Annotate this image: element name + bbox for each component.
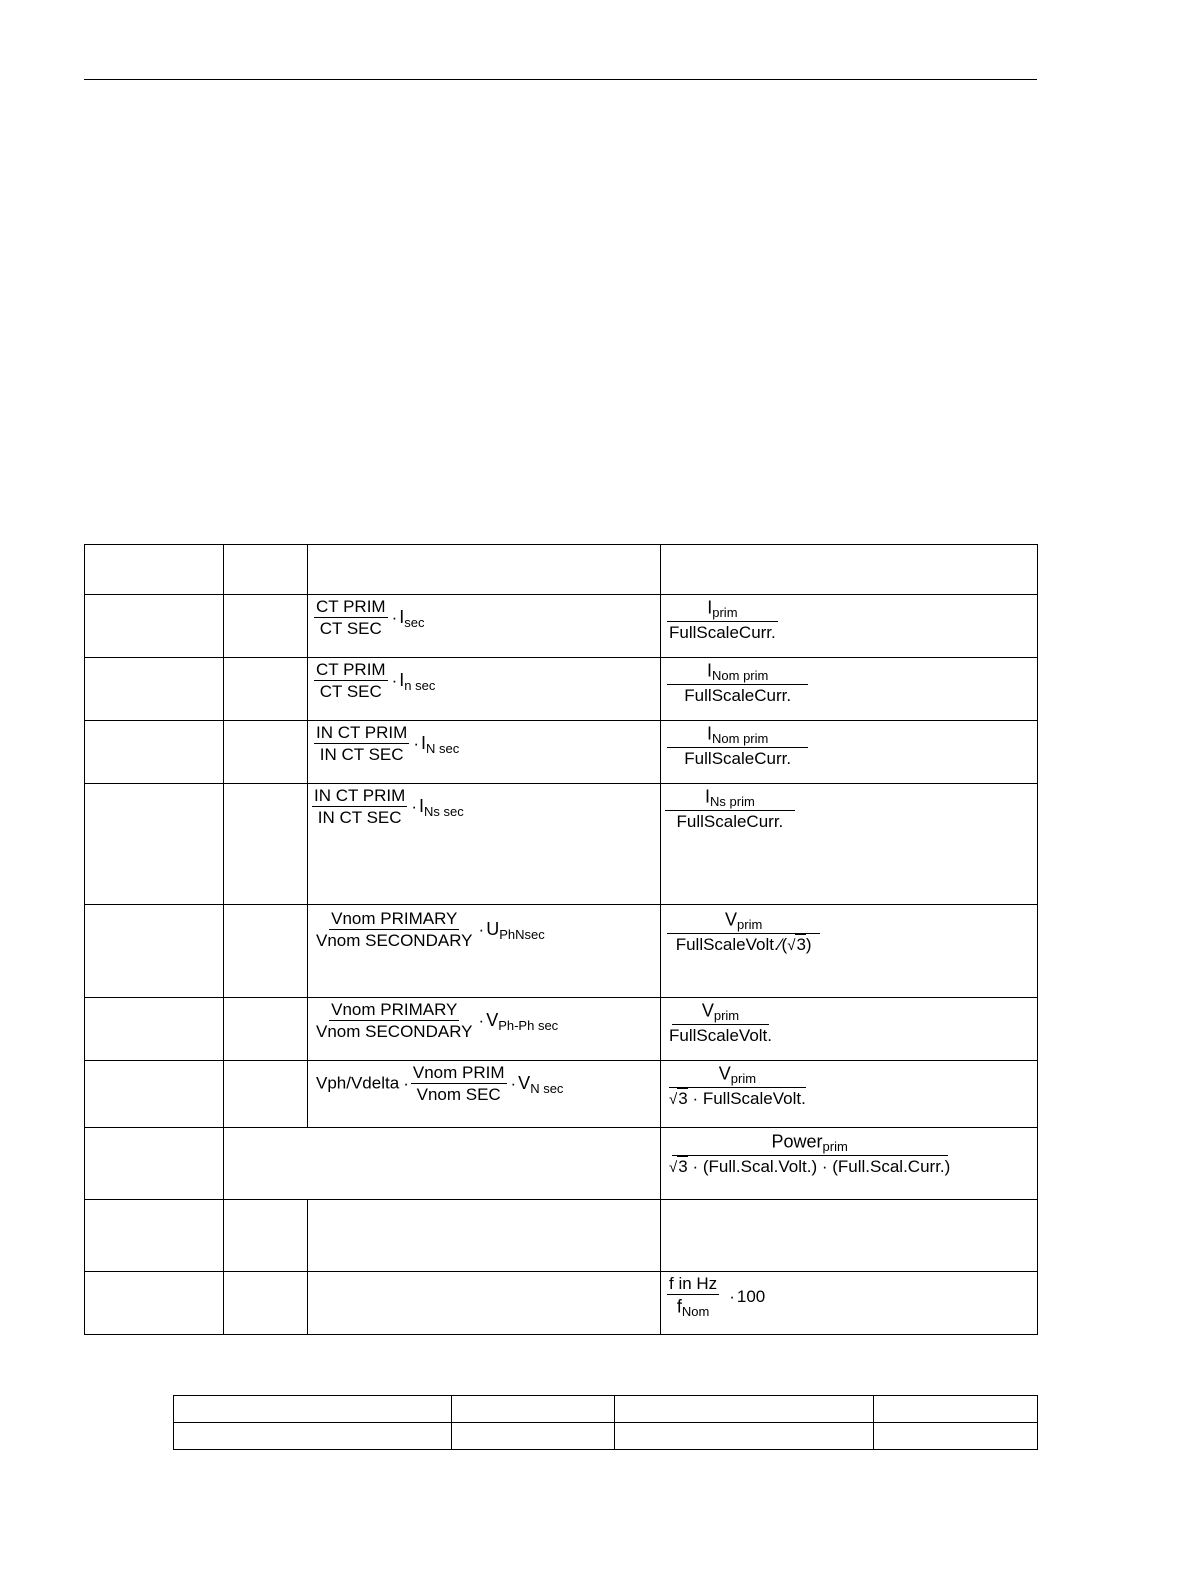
merged-cell: [224, 1128, 661, 1200]
table-cell: [874, 1423, 1038, 1450]
quantity-cell: [85, 658, 224, 721]
table-row: [85, 721, 1038, 784]
unit-cell: [224, 998, 308, 1061]
conversion-formula-cell: Vph/Vdelta · $\frac{\text{Vnom PRIM}}{\text{Vnom SEC}}$ · $V_{N sec}$: [308, 1061, 661, 1128]
header-cell: [661, 545, 1038, 595]
unit-cell: [224, 595, 308, 658]
quantity-cell: [85, 998, 224, 1061]
table-row: [85, 784, 1038, 905]
quantity-cell: [85, 1061, 224, 1128]
conversion-formula-cell: $\frac{\text{CT PRIM}}{\text{CT SEC}}$ · $I_{sec}$: [308, 595, 661, 658]
scaling-formula-cell: [661, 595, 1038, 658]
table-row: [85, 1061, 1038, 1128]
conversion-formula-cell: $\frac{\text{IN CT PRIM}}{\text{IN CT SEC}}$ · $I_{N sec}$: [308, 721, 661, 784]
fraction: $\frac{\text{f in Hz}}{f_{Nom}}$: [669, 1274, 718, 1319]
table-row: [85, 1128, 1038, 1200]
table-cell: [452, 1396, 615, 1423]
fraction: $\frac{\text{Vnom PRIMARY}}{\text{Vnom SECONDARY}}$: [316, 909, 473, 950]
quantity-cell: [85, 905, 224, 998]
fraction: $\frac{I_{Nom prim}}{\text{FullScaleCurr.}}$: [667, 661, 808, 704]
conversion-formula-cell: [308, 1200, 661, 1272]
square-root: √3: [787, 935, 806, 954]
fraction: $\frac{I_{Nom prim}}{\text{FullScaleCurr.}}$: [667, 724, 808, 767]
header-cell: [308, 545, 661, 595]
quantity-cell: [85, 784, 224, 905]
unit-cell: [224, 1272, 308, 1335]
scaling-table: [84, 544, 1038, 1335]
unit-cell: [224, 784, 308, 905]
table-row: [85, 998, 1038, 1061]
fraction: $\frac{\text{IN CT PRIM}}{\text{IN CT SEC}}$: [316, 723, 408, 764]
table-cell: [615, 1396, 874, 1423]
conversion-formula-cell: $\frac{\text{Vnom PRIMARY}}{\text{Vnom SECONDARY}}$ · $U_{PhNsec}$: [308, 905, 661, 998]
fraction: $\frac{V_{prim}}{\text{FullScaleVolt.⁄(√3)}}$: [667, 910, 820, 953]
fraction: $\frac{\text{CT PRIM}}{\text{CT SEC}}$: [316, 597, 386, 638]
quantity-cell: [85, 595, 224, 658]
scaling-formula-cell: [661, 905, 1038, 998]
fraction: $\frac{Power_{prim}}{\text{√3 · (Full.Scal.Volt.) · (Full.Scal.Curr.)}}$: [669, 1131, 951, 1176]
fraction: $\frac{\text{Vnom PRIM}}{\text{Vnom SEC}}$: [412, 1063, 505, 1104]
table-row: [85, 595, 1038, 658]
header-rule: [84, 79, 1037, 80]
table-cell: [174, 1396, 452, 1423]
scaling-formula-cell: [661, 721, 1038, 784]
unit-cell: [224, 1200, 308, 1272]
scaling-formula-cell: [661, 998, 1038, 1061]
table-header-row: [85, 545, 1038, 595]
conversion-formula-cell: $\frac{\text{Vnom PRIMARY}}{\text{Vnom SECONDARY}}$ · $V_{Ph-Ph sec}$: [308, 998, 661, 1061]
header-cell: [85, 545, 224, 595]
conversion-formula-cell: $\frac{\text{IN CT PRIM}}{\text{IN CT SEC}}$ · $I_{Ns sec}$: [308, 784, 661, 905]
fraction: $\frac{V_{prim}}{\text{FullScaleVolt.}}$: [669, 1000, 772, 1045]
unit-cell: [224, 658, 308, 721]
table-row: [85, 905, 1038, 998]
table-cell: [615, 1423, 874, 1450]
conversion-formula-cell: $\frac{\text{CT PRIM}}{\text{CT SEC}}$ · $I_{n sec}$: [308, 658, 661, 721]
unit-cell: [224, 905, 308, 998]
scaling-formula-cell: [661, 1128, 1038, 1200]
table-cell: [174, 1423, 452, 1450]
fraction: $\frac{V_{prim}}{\text{√3 · FullScaleVolt.}}$: [669, 1063, 806, 1108]
scaling-formula-cell: [661, 1200, 1038, 1272]
table-row: [174, 1423, 1038, 1450]
quantity-cell: [85, 721, 224, 784]
table-cell: [452, 1423, 615, 1450]
unit-cell: [224, 721, 308, 784]
table-row: [85, 1272, 1038, 1335]
scaling-formula-cell: [661, 784, 1038, 905]
square-root: √3: [669, 1089, 688, 1108]
quantity-cell: [85, 1128, 224, 1200]
fraction: $\frac{I_{Ns prim}}{\text{FullScaleCurr.}}$: [665, 787, 795, 830]
table-row: [174, 1396, 1038, 1423]
table-row: [85, 1200, 1038, 1272]
quantity-cell: [85, 1200, 224, 1272]
header-cell: [224, 545, 308, 595]
scaling-formula-cell: [661, 658, 1038, 721]
fraction: $\frac{\text{CT PRIM}}{\text{CT SEC}}$: [316, 660, 386, 701]
table-cell: [874, 1396, 1038, 1423]
conversion-formula-cell: [308, 1272, 661, 1335]
quantity-cell: [85, 1272, 224, 1335]
unit-cell: [224, 1061, 308, 1128]
fraction: $\frac{\text{Vnom PRIMARY}}{\text{Vnom SECONDARY}}$: [316, 1000, 473, 1041]
table-row: [85, 658, 1038, 721]
fraction: $\frac{\text{IN CT PRIM}}{\text{IN CT SEC}}$: [314, 786, 406, 827]
fraction: $\frac{I_{prim}}{\text{FullScaleCurr.}}$: [669, 597, 776, 642]
summary-table: [173, 1395, 1038, 1450]
scaling-formula-cell: [661, 1061, 1038, 1128]
square-root: √3: [669, 1157, 688, 1176]
scaling-formula-cell: $\frac{\text{f in Hz}}{f_{Nom}}$ · 100: [661, 1272, 1038, 1335]
